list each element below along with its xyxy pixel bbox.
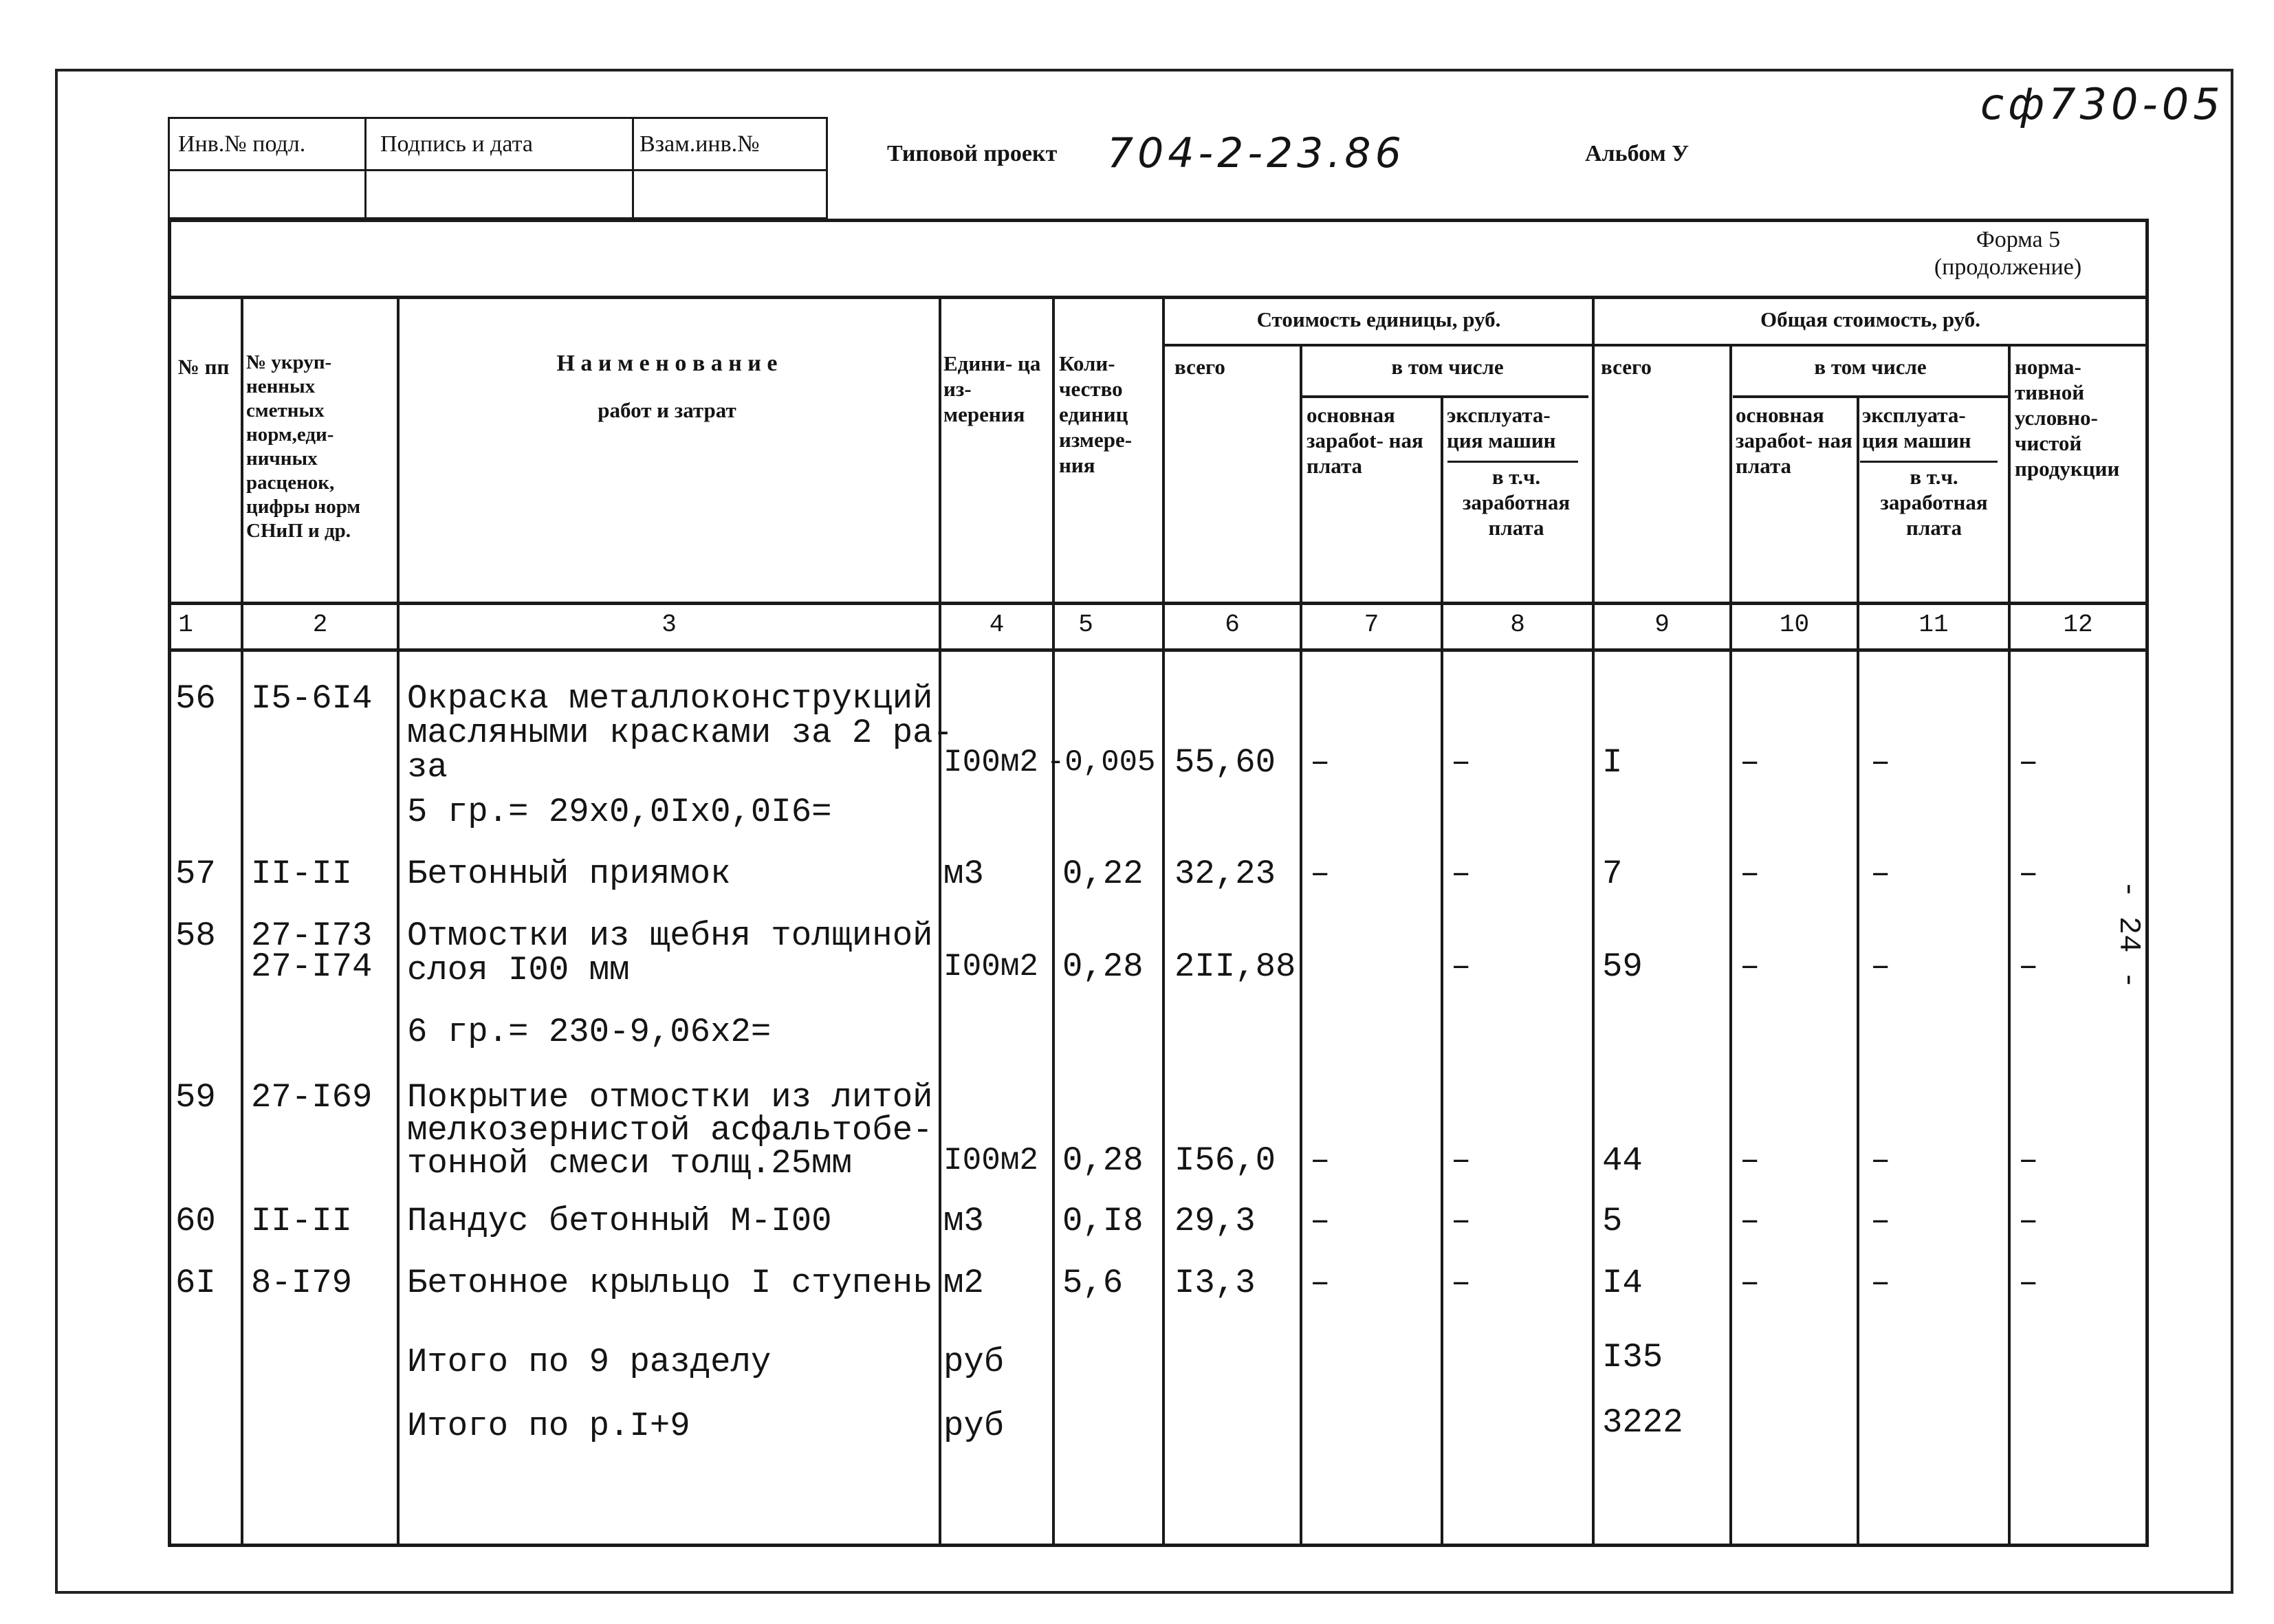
row56-col11: – <box>1870 743 1891 782</box>
col-line-6 <box>1300 345 1302 1545</box>
stamp-block <box>168 117 828 219</box>
row61-name-line1: Бетонное крыльцо I ступень <box>407 1264 933 1302</box>
row61-total: I4 <box>1602 1264 1643 1302</box>
row56-name-line3: за <box>407 748 448 787</box>
colnum-1: 1 <box>178 611 193 639</box>
row59-total: 44 <box>1602 1141 1643 1180</box>
form-title: Форма 5 <box>1976 227 2061 252</box>
row56-total: I <box>1602 743 1623 782</box>
row58-col10: – <box>1740 947 1760 986</box>
col-line-11 <box>2008 345 2011 1545</box>
colnum-8: 8 <box>1510 611 1525 639</box>
row60-total: 5 <box>1602 1202 1623 1240</box>
row60-col12: – <box>2018 1202 2039 1240</box>
header-col8-sub: в т.ч. заработная плата <box>1462 465 1571 540</box>
table-bottom-line <box>168 1544 2149 1547</box>
total-section-value: I35 <box>1602 1338 1663 1376</box>
corner-code: сф730-05 <box>1980 79 2224 129</box>
total-section-label: Итого по 9 разделу <box>407 1343 772 1381</box>
row59-code: 27-I69 <box>251 1078 373 1117</box>
row57-col12: – <box>2018 855 2039 893</box>
row61-col8: – <box>1451 1264 1472 1302</box>
colnum-top-line <box>168 602 2149 605</box>
row59-col11: – <box>1870 1141 1891 1180</box>
row56-number: 56 <box>175 679 216 718</box>
header-col11-sub: в т.ч. заработная плата <box>1880 465 1988 540</box>
row57-col10: – <box>1740 855 1760 893</box>
row57-col11: – <box>1870 855 1891 893</box>
row58-col12: – <box>2018 947 2039 986</box>
row56-name-line2: масляными красками за 2 ра- <box>407 714 953 752</box>
row59-cost: I56,0 <box>1174 1141 1276 1180</box>
row59-col10: – <box>1740 1141 1760 1180</box>
colnum-10: 10 <box>1779 611 1810 639</box>
row59-qty: 0,28 <box>1062 1141 1144 1180</box>
stamp-sign-label: Подпись и дата <box>366 118 633 171</box>
row60-qty: 0,I8 <box>1062 1202 1144 1240</box>
colnum-4: 4 <box>989 611 1005 639</box>
row56-code: I5-6I4 <box>251 679 373 718</box>
row56-qty: -0,005 <box>1047 745 1156 780</box>
row59-col7: – <box>1310 1141 1331 1180</box>
total-vtom-line <box>1733 395 2008 398</box>
stamp-sign-value <box>366 171 633 219</box>
row57-name-line1: Бетонный приямок <box>407 855 731 893</box>
row58-code: 27-I73 <box>251 917 373 955</box>
colnum-9: 9 <box>1654 611 1670 639</box>
unit-ekspl-underline <box>1447 461 1578 463</box>
row58-code2: 27-I74 <box>251 947 373 986</box>
header-col1: № пп <box>177 355 230 379</box>
row56-unit: I00м2 <box>943 745 1039 780</box>
row58-name-line2: слоя I00 мм <box>407 951 630 989</box>
row58-extra: 6 гр.= 230-9,06х2= <box>407 1013 772 1051</box>
header-unit-vtom: в том числе <box>1391 355 1504 379</box>
col-line-1 <box>241 297 243 1545</box>
form-subtitle: (продолжение) <box>1934 254 2082 280</box>
row60-name-line1: Пандус бетонный М-I00 <box>407 1202 832 1240</box>
row56-name-line1: Окраска металлоконструкций <box>407 679 933 718</box>
row60-number: 60 <box>175 1202 216 1240</box>
header-col5: Коли- чество единиц измере- ния <box>1059 351 1133 477</box>
header-col2: № укруп- ненных сметных норм,еди- ничных расценок, цифры норм СНиП и др. <box>246 351 361 542</box>
row60-col7: – <box>1310 1202 1331 1240</box>
colnum-2: 2 <box>312 611 328 639</box>
row61-col10: – <box>1740 1264 1760 1302</box>
colnum-3: 3 <box>662 611 677 639</box>
header-total-vtom: в том числе <box>1814 355 1927 379</box>
row58-unit: I00м2 <box>943 949 1039 985</box>
row56-col10: – <box>1740 743 1760 782</box>
colnum-5: 5 <box>1078 611 1093 639</box>
row59-col12: – <box>2018 1141 2039 1180</box>
row61-qty: 5,6 <box>1062 1264 1124 1302</box>
col-line-3 <box>939 297 941 1545</box>
row60-col11: – <box>1870 1202 1891 1240</box>
row56-col8: – <box>1451 743 1472 782</box>
row59-name-line1: Покрытие отмостки из литой <box>407 1078 933 1117</box>
row58-cost: 2II,88 <box>1174 947 1296 986</box>
row61-number: 6I <box>175 1264 216 1302</box>
header-col7: основная зарабоt- ная плата <box>1307 403 1423 478</box>
unit-vtom-line <box>1300 395 1588 398</box>
total-section-unit: руб <box>943 1343 1005 1381</box>
stamp-inv-value <box>169 171 366 219</box>
header-col9: всего <box>1601 355 1652 379</box>
row60-col10: – <box>1740 1202 1760 1240</box>
total-overall-unit: руб <box>943 1407 1005 1445</box>
header-unit-cost: Стоимость единицы, руб. <box>1256 307 1501 331</box>
col-line-9 <box>1729 345 1732 1545</box>
col-line-5 <box>1162 297 1165 1545</box>
header-col10: основная зарабоt- ная плата <box>1736 403 1852 478</box>
row60-col8: – <box>1451 1202 1472 1240</box>
table-right-line <box>2145 219 2149 1547</box>
cost-group-line <box>1162 344 2145 347</box>
header-col12: норма- тивной условно- чистой продукции <box>2015 355 2120 481</box>
header-col11: эксплуата- ция машин <box>1862 403 1971 452</box>
row58-col8: – <box>1451 947 1472 986</box>
row60-unit: м3 <box>943 1202 984 1240</box>
row57-col7: – <box>1310 855 1331 893</box>
row61-col12: – <box>2018 1264 2039 1302</box>
row57-unit: м3 <box>943 855 984 893</box>
row56-cost: 55,60 <box>1174 743 1276 782</box>
header-col8: эксплуата- ция машин <box>1447 403 1556 452</box>
row57-col8: – <box>1451 855 1472 893</box>
row59-number: 59 <box>175 1078 216 1117</box>
row56-extra: 5 гр.= 29х0,0Iх0,0I6= <box>407 793 832 831</box>
col-line-10 <box>1857 397 1859 1545</box>
row58-name-line1: Отмостки из щебня толщиной <box>407 917 933 955</box>
row58-qty: 0,28 <box>1062 947 1144 986</box>
page-number: - 24 - <box>2111 880 2145 989</box>
row56-col12: – <box>2018 743 2039 782</box>
row58-col11: – <box>1870 947 1891 986</box>
header-band-line <box>168 296 2149 299</box>
colnum-12: 12 <box>2063 611 2093 639</box>
col-line-4 <box>1052 297 1055 1545</box>
row59-col8: – <box>1451 1141 1472 1180</box>
row57-cost: 32,23 <box>1174 855 1276 893</box>
album-label: Альбом У <box>1585 141 1690 166</box>
row58-total: 59 <box>1602 947 1643 986</box>
table-left-line <box>168 219 171 1547</box>
row58-number: 58 <box>175 917 216 955</box>
colnum-11: 11 <box>1918 611 1949 639</box>
total-overall-value: 3222 <box>1602 1403 1683 1442</box>
row60-cost: 29,3 <box>1174 1202 1256 1240</box>
row61-col7: – <box>1310 1264 1331 1302</box>
col-line-7 <box>1441 397 1443 1545</box>
row59-name-line3: тонной смеси толщ.25мм <box>407 1144 852 1183</box>
header-col4: Едини- ца из- мерения <box>943 351 1041 426</box>
colnum-7: 7 <box>1364 611 1379 639</box>
col-line-8 <box>1592 297 1595 1545</box>
stamp-vzam-value <box>633 171 827 219</box>
row57-total: 7 <box>1602 855 1623 893</box>
row59-unit: I00м2 <box>943 1143 1039 1178</box>
header-col3-title: Н а и м е н о в а н и е <box>556 351 778 376</box>
row57-number: 57 <box>175 855 216 893</box>
row61-col11: – <box>1870 1264 1891 1302</box>
row60-code: II-II <box>251 1202 353 1240</box>
row59-name-line2: мелкозернистой асфальтобе- <box>407 1111 933 1150</box>
stamp-inv-label: Инв.№ подл. <box>169 118 366 171</box>
colnum-6: 6 <box>1225 611 1240 639</box>
row57-code: II-II <box>251 855 353 893</box>
table-top-line <box>168 219 2149 222</box>
stamp-vzam-label: Взам.инв.№ <box>633 118 827 171</box>
row61-cost: I3,3 <box>1174 1264 1256 1302</box>
header-col6: всего <box>1174 355 1225 379</box>
project-label: Типовой проект <box>887 141 1058 166</box>
project-number: 704-2-23.86 <box>1107 129 1406 177</box>
row56-col7: – <box>1310 743 1331 782</box>
total-overall-label: Итого по р.I+9 <box>407 1407 690 1445</box>
row57-qty: 0,22 <box>1062 855 1144 893</box>
colnum-bottom-line <box>168 648 2149 652</box>
row61-code: 8-I79 <box>251 1264 353 1302</box>
header-col3-sub: работ и затрат <box>598 398 736 422</box>
header-total-cost: Общая стоимость, руб. <box>1760 307 1980 331</box>
row61-unit: м2 <box>943 1264 984 1302</box>
total-ekspl-underline <box>1860 461 1998 463</box>
